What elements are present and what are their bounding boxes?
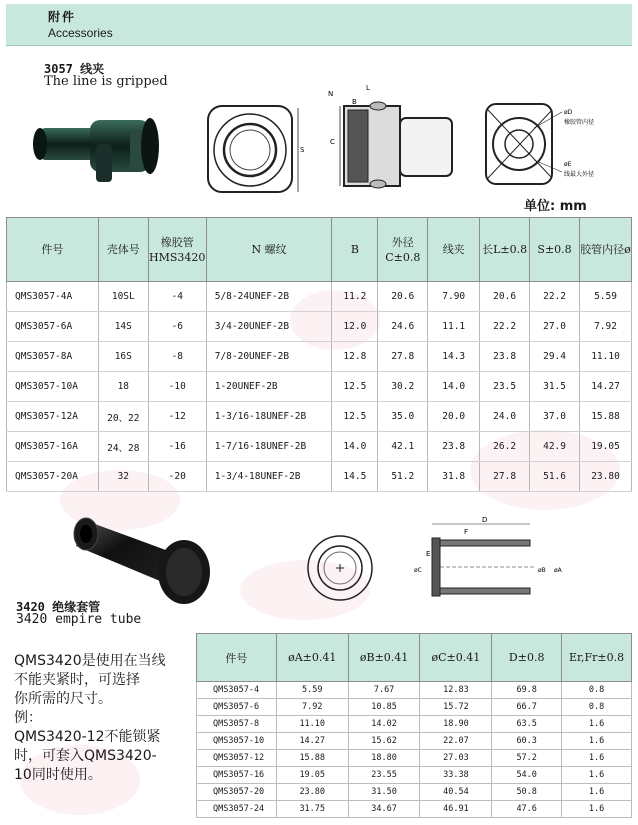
table-cell: 24.0 [480, 402, 530, 432]
empire-tube-photo [72, 500, 232, 605]
tube-table-header [197, 634, 632, 682]
label-oe-note: 线最大外径 [564, 171, 595, 178]
note-line: 不能夹紧时，可选择 [14, 672, 140, 688]
table-cell: 33.38 [420, 767, 492, 784]
table-cell: 0.8 [562, 682, 632, 699]
table-cell: 50.8 [492, 784, 562, 801]
table-cell: 7.90 [428, 282, 480, 312]
table-cell: 1.6 [562, 733, 632, 750]
table-cell: 14S [98, 312, 148, 342]
table-cell: 1.6 [562, 801, 632, 818]
table-cell: 29.4 [530, 342, 580, 372]
table-cell: 24、28 [98, 432, 148, 462]
label-od-note: 橡胶管内径 [564, 119, 595, 126]
table-cell: 37.0 [530, 402, 580, 432]
table-cell: QMS3057-16 [197, 767, 277, 784]
table-cell: QMS3057-6 [197, 699, 277, 716]
table-cell: -12 [148, 402, 206, 432]
table-cell: 18 [98, 372, 148, 402]
note-line: 例： [14, 710, 42, 726]
table-cell: QMS3057-20A [7, 462, 99, 492]
table-cell: 63.5 [492, 716, 562, 733]
label-s: S [300, 146, 305, 154]
label-d: D [482, 516, 488, 524]
table-cell: QMS3057-6A [7, 312, 99, 342]
table-cell: 22.2 [480, 312, 530, 342]
table-cell: 15.88 [276, 750, 348, 767]
table-cell: 42.9 [530, 432, 580, 462]
label-b: B [352, 98, 357, 106]
table-cell: 5.59 [276, 682, 348, 699]
table-cell: 31.50 [348, 784, 420, 801]
table-cell: -4 [148, 282, 206, 312]
tube-spec-table [196, 633, 632, 818]
clamp-side-view-drawing [318, 84, 468, 196]
table-cell: -10 [148, 372, 206, 402]
table-cell: 11.10 [580, 342, 632, 372]
section2-title: 3420 empire tube [16, 612, 142, 627]
table-cell: QMS3057-8A [7, 342, 99, 372]
table-cell: 34.67 [348, 801, 420, 818]
table-cell: 27.8 [378, 342, 428, 372]
table-cell: -20 [148, 462, 206, 492]
table-cell: QMS3057-10A [7, 372, 99, 402]
table-row [197, 682, 632, 699]
column-header: 橡胶管HMS3420 [148, 218, 206, 282]
table-cell: 35.0 [378, 402, 428, 432]
table-row [197, 716, 632, 733]
table-cell: 20.6 [480, 282, 530, 312]
table-cell: 27.8 [480, 462, 530, 492]
clamp-section-view-drawing [478, 96, 628, 192]
unit-label: 单位: mm [524, 199, 587, 214]
table-cell: 60.3 [492, 733, 562, 750]
section1-title: The line is gripped [44, 74, 168, 89]
column-header: S±0.8 [530, 218, 580, 282]
table-cell: 23.80 [580, 462, 632, 492]
table-cell: 5.59 [580, 282, 632, 312]
table-cell: 19.05 [580, 432, 632, 462]
table-cell: 26.2 [480, 432, 530, 462]
table-cell: 18.90 [420, 716, 492, 733]
table-row [197, 699, 632, 716]
table-cell: 66.7 [492, 699, 562, 716]
table-cell: 42.1 [378, 432, 428, 462]
label-od: øD [564, 109, 573, 116]
table-cell: 1.6 [562, 767, 632, 784]
section2-code: 3420 绝缘套管 [16, 600, 101, 614]
table-cell: 27.0 [530, 312, 580, 342]
table-cell: QMS3057-4 [197, 682, 277, 699]
table-cell: QMS3057-24 [197, 801, 277, 818]
table-cell: 23.55 [348, 767, 420, 784]
column-header: 外径C±0.8 [378, 218, 428, 282]
table-cell: -16 [148, 432, 206, 462]
table-cell: QMS3057-12 [197, 750, 277, 767]
column-header: 长L±0.8 [480, 218, 530, 282]
tube-section-drawing [404, 512, 574, 602]
table-cell: 23.8 [428, 432, 480, 462]
table-cell: 1-20UNEF-2B [206, 372, 332, 402]
table-cell: 32 [98, 462, 148, 492]
tube-front-view-drawing [300, 528, 380, 608]
section1-code: 3057 线夹 [44, 62, 105, 76]
table-row [7, 402, 632, 432]
table-cell: 23.8 [480, 342, 530, 372]
table-cell: 11.2 [332, 282, 378, 312]
column-header: D±0.8 [492, 634, 562, 682]
table-cell: 51.6 [530, 462, 580, 492]
table-cell: -8 [148, 342, 206, 372]
table-cell: QMS3057-12A [7, 402, 99, 432]
table-cell: 46.91 [420, 801, 492, 818]
label-oc: øC [414, 567, 422, 574]
note-line: 时，可套入QMS3420- [14, 748, 157, 764]
table-row [197, 750, 632, 767]
table-cell: 7/8-20UNEF-2B [206, 342, 332, 372]
table-cell: 7.92 [580, 312, 632, 342]
table-cell: -6 [148, 312, 206, 342]
label-ob: øB [538, 567, 546, 574]
table-cell: 10.85 [348, 699, 420, 716]
table-cell: QMS3057-8 [197, 716, 277, 733]
label-oa: øA [554, 567, 562, 574]
table-cell: 54.0 [492, 767, 562, 784]
table-row [7, 282, 632, 312]
table-cell: 69.8 [492, 682, 562, 699]
table-cell: 20、22 [98, 402, 148, 432]
table-cell: 3/4-20UNEF-2B [206, 312, 332, 342]
header-title-en: Accessories [48, 26, 113, 40]
table-row [7, 342, 632, 372]
table-row [197, 784, 632, 801]
table-cell: 5/8-24UNEF-2B [206, 282, 332, 312]
table-cell: 12.5 [332, 372, 378, 402]
table-cell: 31.75 [276, 801, 348, 818]
label-oe: øE [564, 161, 572, 168]
column-header: øC±0.41 [420, 634, 492, 682]
table-cell: 14.0 [332, 432, 378, 462]
table-cell: 19.05 [276, 767, 348, 784]
table-cell: 24.6 [378, 312, 428, 342]
column-header: øB±0.41 [348, 634, 420, 682]
table-cell: 7.92 [276, 699, 348, 716]
table-cell: 18.80 [348, 750, 420, 767]
table-cell: 22.2 [530, 282, 580, 312]
table-cell: 14.5 [332, 462, 378, 492]
column-header: 壳体号 [98, 218, 148, 282]
table-cell: 15.72 [420, 699, 492, 716]
table-cell: 0.8 [562, 699, 632, 716]
table-row [197, 767, 632, 784]
table-cell: QMS3057-20 [197, 784, 277, 801]
label-e: E [426, 550, 431, 558]
table-row [7, 462, 632, 492]
table-cell: 1.6 [562, 716, 632, 733]
label-n: N [328, 90, 334, 98]
column-header: B [332, 218, 378, 282]
table-cell: 1-3/4-18UNEF-2B [206, 462, 332, 492]
table-cell: 12.0 [332, 312, 378, 342]
table-cell: 11.10 [276, 716, 348, 733]
column-header: 线夹 [428, 218, 480, 282]
table-cell: 23.5 [480, 372, 530, 402]
table-cell: 51.2 [378, 462, 428, 492]
page-header [6, 4, 632, 46]
table-cell: 12.8 [332, 342, 378, 372]
table-row [197, 733, 632, 750]
line-clamp-photo [30, 100, 170, 200]
table-cell: 14.27 [580, 372, 632, 402]
table-cell: 7.67 [348, 682, 420, 699]
table-row [197, 801, 632, 818]
table-row [7, 312, 632, 342]
table-cell: 1-3/16-18UNEF-2B [206, 402, 332, 432]
table-cell: 47.6 [492, 801, 562, 818]
table-cell: QMS3057-10 [197, 733, 277, 750]
column-header: 件号 [7, 218, 99, 282]
table-cell: 1.6 [562, 750, 632, 767]
table-cell: 31.5 [530, 372, 580, 402]
table-cell: 11.1 [428, 312, 480, 342]
table-cell: 14.27 [276, 733, 348, 750]
table-cell: 57.2 [492, 750, 562, 767]
table-cell: 12.5 [332, 402, 378, 432]
note-line: 10同时使用。 [14, 767, 102, 783]
usage-note [14, 652, 194, 785]
table-cell: QMS3057-4A [7, 282, 99, 312]
label-f: F [464, 528, 469, 536]
table-cell: QMS3057-16A [7, 432, 99, 462]
table-cell: 20.6 [378, 282, 428, 312]
table-cell: 40.54 [420, 784, 492, 801]
table-cell: 31.8 [428, 462, 480, 492]
header-title-zh: 附件 [48, 10, 77, 24]
table-cell: 14.0 [428, 372, 480, 402]
table-cell: 23.80 [276, 784, 348, 801]
table-cell: 30.2 [378, 372, 428, 402]
table-cell: 16S [98, 342, 148, 372]
note-line: 你所需的尺寸。 [14, 691, 112, 707]
column-header: N 螺纹 [206, 218, 332, 282]
column-header: 件号 [197, 634, 277, 682]
table-cell: 14.02 [348, 716, 420, 733]
table-cell: 15.62 [348, 733, 420, 750]
table-cell: 14.3 [428, 342, 480, 372]
column-header: øA±0.41 [276, 634, 348, 682]
table-cell: 10SL [98, 282, 148, 312]
clamp-table-header [7, 218, 632, 282]
label-l: L [366, 84, 370, 92]
clamp-spec-table [6, 217, 632, 492]
clamp-front-view-drawing [196, 100, 306, 200]
table-cell: 27.03 [420, 750, 492, 767]
column-header: 胶管内径ø [580, 218, 632, 282]
table-cell: 15.88 [580, 402, 632, 432]
table-cell: 20.0 [428, 402, 480, 432]
column-header: Er,Fr±0.8 [562, 634, 632, 682]
table-cell: 1-7/16-18UNEF-2B [206, 432, 332, 462]
table-cell: 22.07 [420, 733, 492, 750]
table-cell: 12.83 [420, 682, 492, 699]
table-row [7, 432, 632, 462]
note-line: QMS3420是使用在当线 [14, 653, 166, 669]
label-c: C [330, 138, 335, 146]
note-line: QMS3420-12不能锁紧 [14, 729, 161, 745]
table-cell: 1.6 [562, 784, 632, 801]
table-row [7, 372, 632, 402]
